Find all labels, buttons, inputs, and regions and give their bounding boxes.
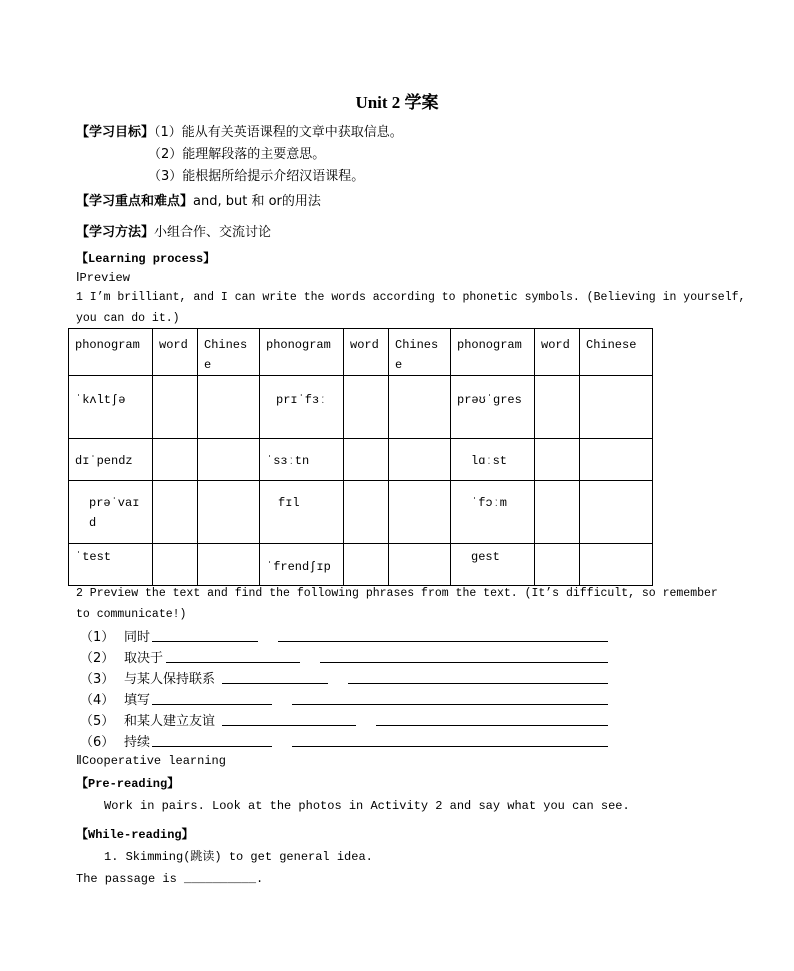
objectives-line-1	[76, 121, 403, 140]
chinese-cell[interactable]	[198, 376, 260, 439]
word-cell[interactable]	[153, 376, 198, 439]
phrase-text: 同时	[124, 630, 151, 645]
phrase-number: （3）	[80, 672, 115, 687]
cooperative-heading: ⅡCooperative learning	[76, 754, 226, 768]
phonogram-cell: fɪl	[260, 481, 344, 544]
table-row	[69, 481, 653, 544]
word-cell[interactable]	[535, 376, 580, 439]
chinese-cell[interactable]	[389, 481, 451, 544]
passage-blank-line[interactable]: The passage is __________.	[76, 872, 264, 886]
pre-reading-label: 【Pre-reading】	[76, 777, 180, 791]
answer-blank[interactable]	[222, 683, 328, 684]
header-cell: word	[344, 329, 389, 376]
answer-blank[interactable]	[292, 704, 608, 705]
header-cell: word	[535, 329, 580, 376]
skimming-step: 1. Skimming(跳读) to get general idea.	[104, 850, 373, 864]
objective-item: （2）能理解段落的主要意思。	[148, 147, 326, 162]
word-cell[interactable]	[535, 481, 580, 544]
word-cell[interactable]	[535, 439, 580, 481]
word-cell[interactable]	[344, 376, 389, 439]
answer-blank[interactable]	[348, 683, 608, 684]
header-cell: Chinese	[580, 329, 653, 376]
word-cell[interactable]	[344, 481, 389, 544]
answer-blank[interactable]	[152, 746, 272, 747]
page-title: Unit 2 学案	[355, 93, 439, 112]
objective-item: （3）能根据所给提示介绍汉语课程。	[148, 169, 365, 184]
phonogram-cell: prəʊˈgres	[451, 376, 535, 439]
header-cell: word	[153, 329, 198, 376]
task2-instruction-cont: to communicate!)	[76, 608, 187, 621]
answer-blank[interactable]	[278, 641, 608, 642]
chinese-cell[interactable]	[198, 439, 260, 481]
chinese-cell[interactable]	[389, 376, 451, 439]
chinese-cell[interactable]	[389, 439, 451, 481]
answer-blank[interactable]	[292, 746, 608, 747]
header-cell: Chinese	[389, 329, 451, 376]
phonogram-cell: ˈsɜːtn	[260, 439, 344, 481]
key-points-text: and, but 和 or的用法	[193, 194, 321, 209]
task1-instruction-cont: you can do it.)	[76, 312, 180, 325]
phrase-number: （4）	[80, 693, 115, 708]
chinese-cell[interactable]	[580, 544, 653, 586]
phrase-text: 和某人建立友谊	[124, 714, 216, 729]
preview-heading: ⅠPreview	[76, 271, 130, 285]
task2-instruction: 2 Preview the text and find the following phrases from the text. (It’s difficult, so remember	[76, 587, 718, 600]
phrase-text: 填写	[124, 693, 151, 708]
word-cell[interactable]	[153, 544, 198, 586]
phrase-text: 取决于	[124, 651, 164, 666]
pre-reading-text: Work in pairs. Look at the photos in Activity 2 and say what you can see.	[104, 799, 630, 813]
answer-blank[interactable]	[222, 725, 356, 726]
word-cell[interactable]	[153, 439, 198, 481]
objectives-label: 【学习目标】	[76, 125, 155, 140]
while-reading-label: 【While-reading】	[76, 828, 194, 842]
key-points	[76, 190, 321, 209]
answer-blank[interactable]	[152, 704, 272, 705]
chinese-cell[interactable]	[580, 439, 653, 481]
word-cell[interactable]	[344, 544, 389, 586]
phonogram-cell: ˈkʌltʃə	[69, 376, 153, 439]
phrase-number: （6）	[80, 735, 115, 750]
phrase-text: 与某人保持联系	[124, 672, 216, 687]
chinese-cell[interactable]	[389, 544, 451, 586]
phonogram-cell: prəˈvaɪd	[69, 481, 153, 544]
answer-blank[interactable]	[166, 662, 300, 663]
chinese-cell[interactable]	[198, 544, 260, 586]
phonogram-cell: gest	[451, 544, 535, 586]
answer-blank[interactable]	[320, 662, 608, 663]
method-text: 小组合作、交流讨论	[154, 225, 272, 240]
header-cell: phonogram	[260, 329, 344, 376]
phrase-number: （1）	[80, 630, 115, 645]
header-cell: phonogram	[451, 329, 535, 376]
phonogram-cell: prɪˈfɜː	[260, 376, 344, 439]
word-cell[interactable]	[153, 481, 198, 544]
table-row	[69, 544, 653, 586]
phrase-text: 持续	[124, 735, 151, 750]
table-row	[69, 376, 653, 439]
header-cell: phonogram	[69, 329, 153, 376]
answer-blank[interactable]	[376, 725, 608, 726]
phrase-number: （5）	[80, 714, 115, 729]
phonogram-cell: ˈfɔːm	[451, 481, 535, 544]
key-points-label: 【学习重点和难点】	[76, 194, 194, 209]
word-cell[interactable]	[344, 439, 389, 481]
phonetic-table	[68, 328, 653, 586]
method	[76, 221, 271, 240]
chinese-cell[interactable]	[198, 481, 260, 544]
chinese-cell[interactable]	[580, 376, 653, 439]
answer-blank[interactable]	[152, 641, 258, 642]
phonogram-cell: ˈfrendʃɪp	[260, 544, 344, 586]
table-header-row	[69, 329, 653, 376]
chinese-cell[interactable]	[580, 481, 653, 544]
phonogram-cell: ˈtest	[69, 544, 153, 586]
phrase-number: （2）	[80, 651, 115, 666]
header-cell: Chinese	[198, 329, 260, 376]
process-heading: 【Learning process】	[76, 252, 216, 266]
table-row	[69, 439, 653, 481]
phonogram-cell: dɪˈpendz	[69, 439, 153, 481]
word-cell[interactable]	[535, 544, 580, 586]
method-label: 【学习方法】	[76, 225, 155, 240]
phonogram-cell: lɑːst	[451, 439, 535, 481]
objective-item: （1）能从有关英语课程的文章中获取信息。	[154, 125, 403, 140]
task1-instruction: 1 I’m brilliant, and I can write the words according to phonetic symbols. (Believing in yourself,	[76, 291, 746, 304]
